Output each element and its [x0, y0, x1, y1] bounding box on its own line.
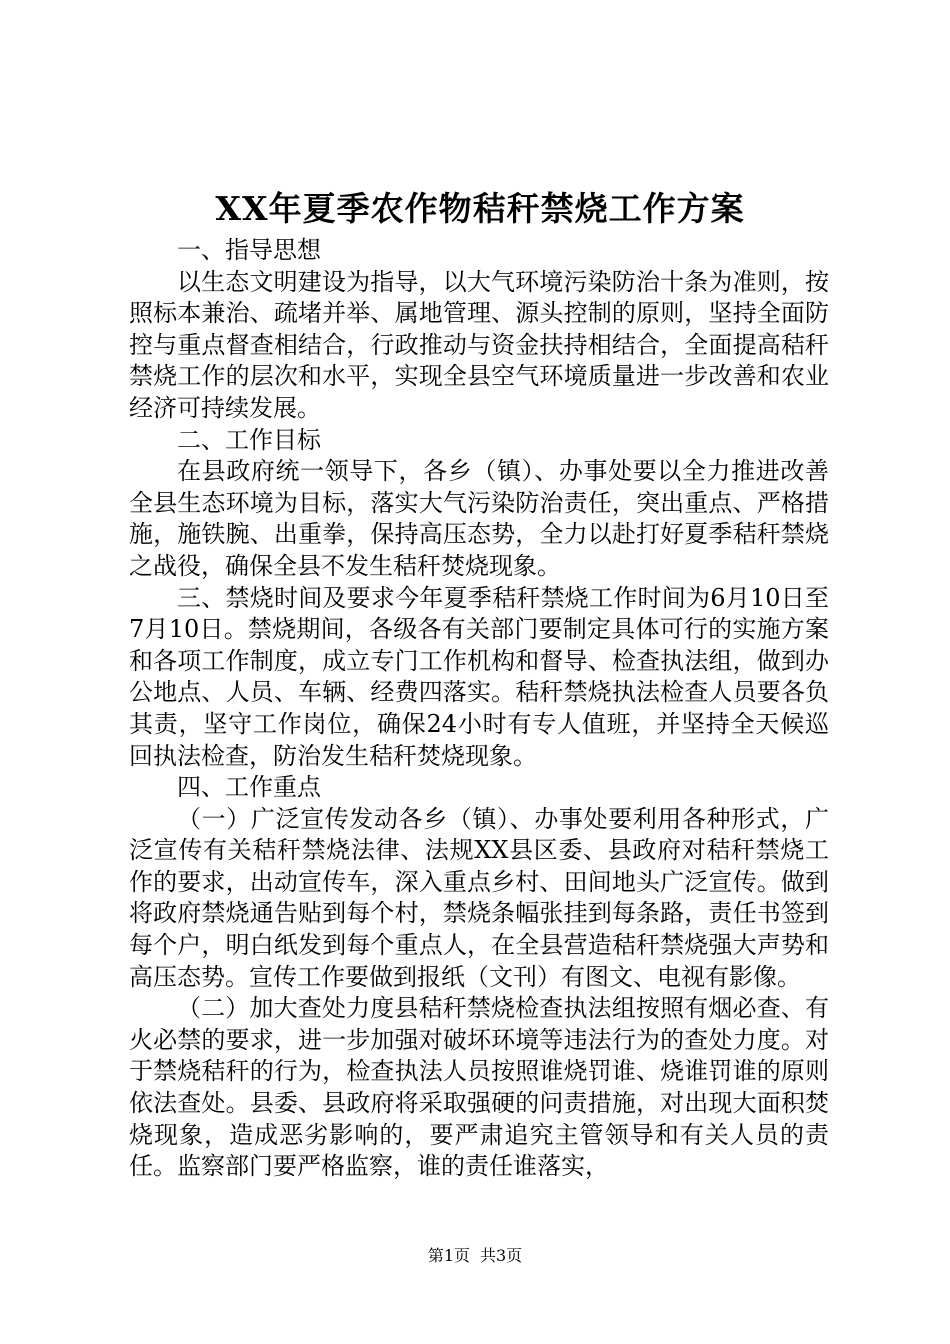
document-body: [129, 235, 829, 1183]
document-title: XX年夏季农作物秸秆禁烧工作方案: [215, 189, 745, 228]
page-number: 第1页: [427, 1246, 470, 1265]
paragraph-publicity: （一）广泛宣传发动各乡（镇）、办事处要利用各种形式，广泛宣传有关秸秆禁烧法律、法规XX县区委、县政府对秸秆禁烧工作的要求，出动宣传车，深入重点乡村、田间地头广泛宣传。做到将政府禁烧通告贴到每个村，禁烧条幅张挂到每条路，责任书签到每个户，明白纸发到每个重点人，在全县营造秸秆禁烧强大声势和高压态势。宣传工作要做到报纸（文刊）有图文、电视有影像。: [129, 804, 829, 991]
section-heading-work-focus: 四、工作重点: [177, 773, 321, 802]
paragraph-ban-time-requirements: 三、禁烧时间及要求今年夏季秸秆禁烧工作时间为6月10日至7月10日。禁烧期间，各级各有关部门要制定具体可行的实施方案和各项工作制度，成立专门工作机构和督导、检查执法组，做到办公地点、人员、车辆、经费四落实。秸秆禁烧执法检查人员要各负其责，坚守工作岗位，确保24小时有专人值班，并坚持全天候巡回执法检查，防治发生秸秆焚烧现象。: [129, 583, 829, 770]
section-heading-work-goals: 二、工作目标: [177, 425, 321, 454]
page-total: 共3页: [480, 1246, 523, 1265]
section-heading-guiding-ideology: 一、指导思想: [177, 236, 321, 264]
paragraph-enforcement: （二）加大查处力度县秸秆禁烧检查执法组按照有烟必查、有火必禁的要求，进一步加强对破坏环境等违法行为的查处力度。对于禁烧秸秆的行为，检查执法人员按照谁烧罚谁、烧谁罚谁的原则依法查处。县委、县政府将采取强硬的问责措施，对出现大面积焚烧现象，造成恶劣影响的，要严肃追究主管领导和有关人员的责任。监察部门要严格监察，谁的责任谁落实，: [129, 994, 829, 1181]
paragraph-guiding-ideology: 以生态文明建设为指导，以大气环境污染防治十条为准则，按照标本兼治、疏堵并举、属地管理、源头控制的原则，坚持全面防控与重点督查相结合，行政推动与资金扶持相结合，全面提高秸秆禁烧工作的层次和水平，实现全县空气环境质量进一步改善和农业经济可持续发展。: [129, 267, 829, 422]
page-footer: [0, 1245, 950, 1267]
paragraph-work-goals: 在县政府统一领导下，各乡（镇）、办事处要以全力推进改善全县生态环境为目标，落实大气污染防治责任，突出重点、严格措施，施铁腕、出重拳，保持高压态势，全力以赴打好夏季秸秆禁烧之战役，确保全县不发生秸秆焚烧现象。: [129, 457, 829, 580]
